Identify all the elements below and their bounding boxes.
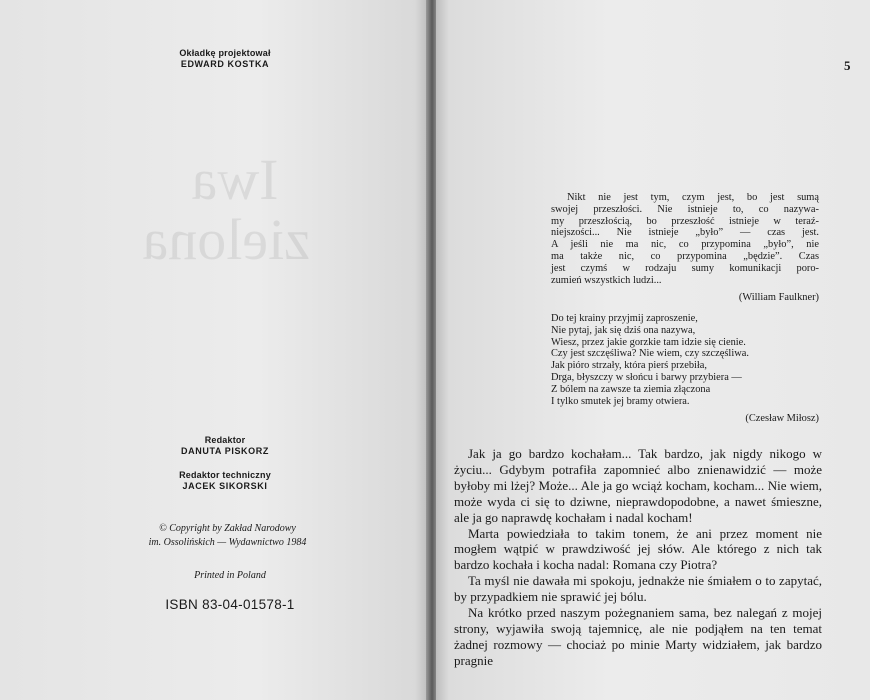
body-paragraph: Jak ja go bardzo kochałam... Tak bardzo, jak nigdy nikogo w życiu... Gdybym potrafiła zapomnieć albo znienawidzić — może byłoby mi lżej? Może... Ale ja go wciąż kocham, kocham... Nie wiem, może wyda ci się to dziwne, nieprawdopodobne, a nawet śmieszne, ale ja go naprawdę kochałam i nadal kocham!	[454, 446, 822, 525]
epigraph-milosz-line: Czy jest szczęśliwa? Nie wiem, czy szczęśliwa.	[551, 348, 749, 360]
editor-credit	[150, 434, 300, 456]
body-paragraph: Na krótko przed naszym pożegnaniem sama, bez nalegań z mojej strony, wyjawiła swoją tajemnicę, ale nie podjąłem na ten temat żadnej rozmowy — chociaż po minie Marty widziałem, jak bardzo pragnie	[454, 605, 822, 668]
epigraph-faulkner-line: A jeśli nie ma nic, co przypomina „było”, nie	[551, 239, 819, 251]
epigraph-faulkner-line: niejszości... Nie istnieje „było” — czas jest.	[551, 227, 819, 239]
technical-editor-label: Redaktor techniczny	[179, 470, 271, 480]
epigraph-milosz-line: Wiesz, przez jakie gorzkie tam idzie się cienie.	[551, 336, 746, 348]
epigraph-faulkner-line: jest czymś w rodzaju sumy komunikacji poro-	[551, 262, 819, 274]
epigraph-milosz	[551, 313, 819, 425]
copyright-line-2: im. Ossolińskich — Wydawnictwo 1984	[148, 537, 307, 548]
isbn	[140, 597, 320, 612]
epigraph-milosz-line: Jak pióro strzały, która pierś przebiła,	[551, 360, 707, 372]
epigraph-faulkner-line: swojej przeszłości. Nie istnieje to, co nazywa-	[551, 203, 819, 215]
epigraph-faulkner-line: Nikt nie jest tym, czym jest, bo jest sumą	[567, 192, 819, 203]
cover-credit	[150, 47, 300, 69]
epigraph-milosz-line: Drga, błyszczy w słońcu i barwy przybiera —	[551, 371, 742, 383]
main-text	[454, 446, 822, 669]
isbn-text: ISBN 83-04-01578-1	[165, 597, 295, 612]
epigraph-faulkner-line: zumień wszystkich ludzi...	[551, 274, 662, 286]
left-page	[0, 0, 428, 700]
epigraph-milosz-line: Do tej krainy przyjmij zaproszenie,	[551, 313, 698, 324]
epigraph-faulkner-line: my przeszłością, bo przeszłość istnieje w teraź-	[551, 215, 819, 227]
printed-in	[150, 569, 310, 583]
page-number: 5	[844, 58, 851, 73]
epigraph-milosz-line: I tylko smutek jej bramy otwiera.	[551, 395, 690, 407]
epigraph-milosz-line: Z bólem na zawsze ta ziemia złączona	[551, 383, 711, 395]
bleed-through-title: Iwa zielona	[142, 147, 310, 272]
epigraph-faulkner-line: ma także nic, co przypomina „będzie”. Czas	[551, 250, 819, 262]
epigraph-faulkner-author: (William Faulkner)	[738, 292, 819, 304]
editor-name: DANUTA PISKORZ	[181, 446, 269, 456]
epigraph-faulkner	[551, 192, 819, 304]
cover-credit-name: EDWARD KOSTKA	[180, 59, 270, 69]
epigraph-milosz-author: (Czesław Miłosz)	[745, 413, 819, 425]
technical-editor-credit	[150, 469, 300, 491]
epigraph-faulkner-text	[551, 192, 819, 286]
epigraph-milosz-text	[551, 313, 819, 407]
cover-credit-label: Okładkę projektował	[179, 48, 271, 58]
editor-label: Redaktor	[204, 435, 246, 445]
technical-editor-name: JACEK SIKORSKI	[182, 481, 268, 491]
printed-in-text: Printed in Poland	[194, 570, 266, 581]
copyright-notice	[105, 522, 350, 550]
epigraph-milosz-line: Nie pytaj, jak się dziś ona nazywa,	[551, 324, 696, 336]
body-paragraph: Ta myśl nie dawała mi spokoju, jednakże nie śmiałem o to zapytać, by przypadkiem nie sprawić jej bólu.	[454, 573, 822, 605]
body-paragraph: Marta powiedziała to takim tonem, że ani przez moment nie mogłem wątpić w prawdziwość jej słów. Ale którego z nich tak bardzo kochała i kocha nadal: Romana czy Piotra?	[454, 525, 822, 573]
copyright-line-1: © Copyright by Zakład Narodowy	[159, 523, 296, 534]
